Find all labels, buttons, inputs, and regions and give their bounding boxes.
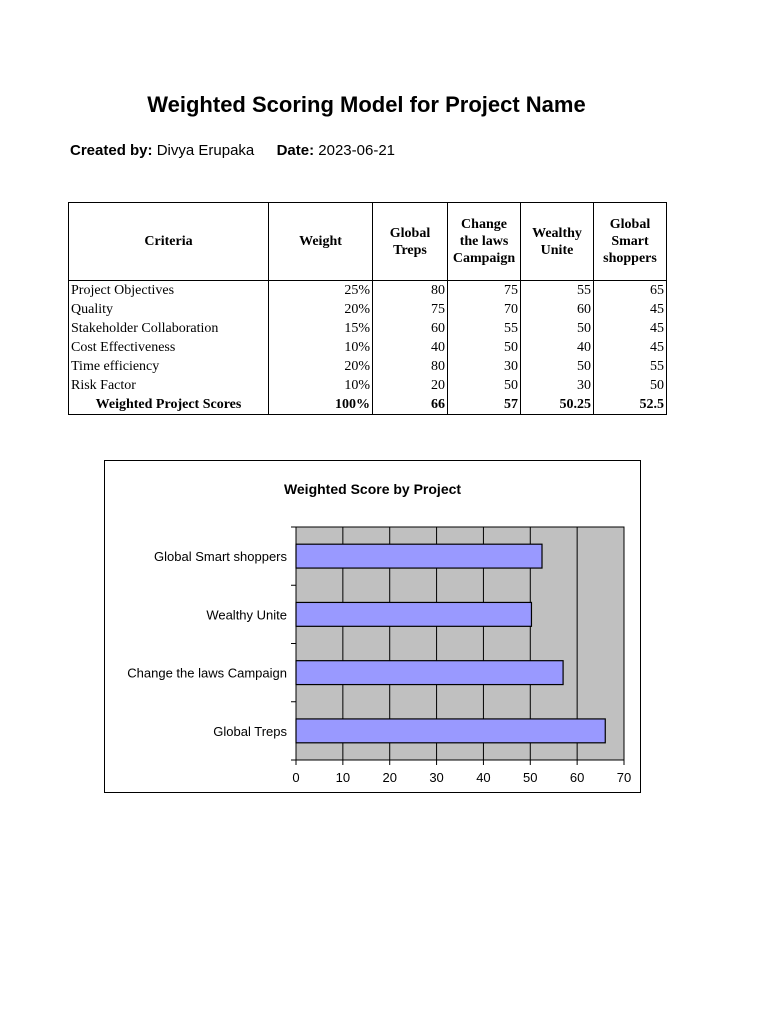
table-row	[69, 281, 667, 301]
row-weight: 20%	[269, 300, 373, 319]
header-global-treps: Global Treps	[373, 203, 448, 281]
row-score-global-smart-shoppers: 50	[594, 376, 667, 395]
x-tick-label: 20	[382, 770, 397, 785]
bar	[296, 719, 605, 743]
row-score-global-treps: 20	[373, 376, 448, 395]
scoring-table	[68, 202, 667, 415]
weighted-score-chart	[104, 460, 641, 793]
row-score-global-treps: 75	[373, 300, 448, 319]
category-label: Change the laws Campaign	[127, 665, 287, 681]
header-wealthy-unite: Wealthy Unite	[521, 203, 594, 281]
header-criteria: Criteria	[69, 203, 269, 281]
category-label: Wealthy Unite	[206, 607, 287, 623]
x-tick-label: 0	[292, 770, 300, 785]
x-tick-label: 70	[616, 770, 632, 785]
table-row	[69, 357, 667, 376]
row-score-change-the-laws: 75	[448, 281, 521, 301]
row-criteria: Stakeholder Collaboration	[69, 319, 269, 338]
document-meta	[70, 142, 395, 159]
x-tick-label: 60	[569, 770, 585, 785]
total-score-wealthy-unite: 50.25	[521, 395, 594, 415]
table-total-row	[69, 395, 667, 415]
row-criteria: Cost Effectiveness	[69, 338, 269, 357]
table-row	[69, 338, 667, 357]
table-row	[69, 300, 667, 319]
header-change-the-laws-campaign: Change the laws Campaign	[448, 203, 521, 281]
row-score-global-treps: 60	[373, 319, 448, 338]
table-row	[69, 376, 667, 395]
created-by-value: Divya Erupaka	[156, 142, 255, 159]
row-weight: 20%	[269, 357, 373, 376]
row-score-global-smart-shoppers: 55	[594, 357, 667, 376]
table-header-row	[69, 203, 667, 281]
header-global-smart-shoppers: Global Smart shoppers	[594, 203, 667, 281]
date-value: 2023-06-21	[318, 142, 396, 159]
row-score-global-smart-shoppers: 45	[594, 300, 667, 319]
row-score-global-treps: 80	[373, 281, 448, 301]
row-weight: 25%	[269, 281, 373, 301]
row-criteria: Quality	[69, 300, 269, 319]
category-label: Global Treps	[213, 723, 287, 739]
row-score-change-the-laws: 50	[448, 376, 521, 395]
x-tick-label: 40	[476, 770, 491, 785]
row-score-global-treps: 80	[373, 357, 448, 376]
x-tick-label: 50	[523, 770, 538, 785]
chart-title: Weighted Score by Project	[283, 481, 462, 497]
total-score-global-smart-shoppers: 52.5	[594, 395, 667, 415]
bar	[296, 544, 542, 568]
row-weight: 10%	[269, 376, 373, 395]
row-score-change-the-laws: 50	[448, 338, 521, 357]
row-score-wealthy-unite: 50	[521, 319, 594, 338]
row-score-wealthy-unite: 60	[521, 300, 594, 319]
row-score-wealthy-unite: 30	[521, 376, 594, 395]
bar	[296, 661, 563, 685]
row-score-wealthy-unite: 50	[521, 357, 594, 376]
row-weight: 10%	[269, 338, 373, 357]
row-score-global-smart-shoppers: 45	[594, 319, 667, 338]
x-tick-label: 30	[429, 770, 444, 785]
row-score-global-smart-shoppers: 65	[594, 281, 667, 301]
chart-plot-svg	[105, 461, 640, 792]
table-row	[69, 319, 667, 338]
header-weight: Weight	[269, 203, 373, 281]
row-weight: 15%	[269, 319, 373, 338]
x-tick-label: 10	[335, 770, 351, 785]
row-criteria: Project Objectives	[69, 281, 269, 301]
row-criteria: Time efficiency	[69, 357, 269, 376]
total-label: Weighted Project Scores	[69, 395, 269, 415]
created-by-label: Created by:	[70, 142, 153, 159]
total-score-change-the-laws: 57	[448, 395, 521, 415]
row-score-change-the-laws: 55	[448, 319, 521, 338]
row-score-change-the-laws: 30	[448, 357, 521, 376]
total-weight: 100%	[269, 395, 373, 415]
row-criteria: Risk Factor	[69, 376, 269, 395]
total-score-global-treps: 66	[373, 395, 448, 415]
bar	[296, 602, 531, 626]
category-label: Global Smart shoppers	[154, 549, 287, 565]
row-score-wealthy-unite: 40	[521, 338, 594, 357]
row-score-global-smart-shoppers: 45	[594, 338, 667, 357]
row-score-global-treps: 40	[373, 338, 448, 357]
page-title: Weighted Scoring Model for Project Name	[147, 92, 586, 117]
row-score-change-the-laws: 70	[448, 300, 521, 319]
row-score-wealthy-unite: 55	[521, 281, 594, 301]
date-label: Date:	[276, 142, 315, 159]
